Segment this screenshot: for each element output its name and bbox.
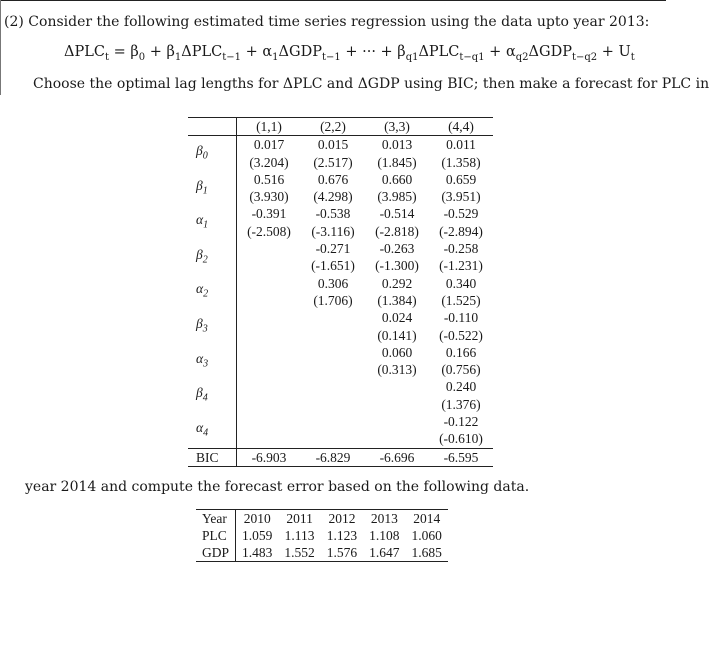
coefficient-cell bbox=[237, 378, 302, 395]
parameter-index: 1 bbox=[203, 219, 209, 231]
data-cell: 1.685 bbox=[406, 544, 448, 562]
coefficient-cell bbox=[301, 413, 365, 430]
coefficient-cell bbox=[237, 344, 302, 361]
t-statistic-cell: (1.384) bbox=[377, 292, 417, 308]
coefficient-cell: 0.292 bbox=[381, 275, 413, 291]
t-statistic-cell bbox=[301, 361, 365, 378]
coefficient-cell bbox=[237, 275, 302, 292]
coefficient-cell: 0.660 bbox=[381, 171, 413, 187]
top-rule bbox=[0, 0, 666, 1]
parameter-index: 3 bbox=[203, 358, 209, 370]
t-statistic-cell bbox=[237, 257, 302, 274]
year-cell: 2010 bbox=[236, 510, 279, 528]
coefficient-cell: -0.122 bbox=[443, 414, 479, 430]
parameter-label bbox=[188, 413, 237, 448]
bic-value: -6.696 bbox=[365, 448, 429, 466]
question-text: Consider the following estimated time series regression using the data upto year 2013: bbox=[28, 14, 650, 30]
row-label: PLC bbox=[196, 527, 236, 544]
data-cell: 1.059 bbox=[242, 528, 273, 543]
parameter-index: 4 bbox=[202, 392, 208, 404]
t-statistic-cell bbox=[301, 396, 365, 413]
t-statistic-cell bbox=[365, 396, 429, 413]
parameter-index: 0 bbox=[202, 150, 208, 162]
parameter-label bbox=[188, 205, 237, 240]
table-header-row bbox=[188, 118, 493, 136]
data-row bbox=[196, 544, 448, 562]
coefficient-cell bbox=[301, 309, 365, 326]
parameter-symbol: β bbox=[196, 143, 203, 159]
coefficient-cell: 0.676 bbox=[317, 171, 349, 187]
coefficient-row bbox=[188, 275, 493, 292]
t-statistic-cell bbox=[301, 327, 365, 344]
coefficient-cell bbox=[365, 413, 429, 430]
parameter-label bbox=[188, 309, 237, 344]
t-statistic-cell bbox=[237, 361, 302, 378]
header-corner-cell bbox=[188, 118, 237, 136]
coefficient-row bbox=[188, 309, 493, 326]
t-statistic-cell: (-2.894) bbox=[439, 223, 483, 239]
coefficient-cell bbox=[365, 378, 429, 395]
coefficient-cell: -0.514 bbox=[379, 206, 415, 222]
t-statistic-cell: (2.517) bbox=[313, 154, 353, 170]
coefficient-cell: 0.024 bbox=[381, 310, 413, 326]
year-cell: 2011 bbox=[278, 510, 320, 528]
coefficient-cell bbox=[301, 378, 365, 395]
t-statistic-cell: (3.204) bbox=[249, 154, 289, 170]
coefficient-row bbox=[188, 378, 493, 395]
parameter-index: 2 bbox=[202, 254, 208, 266]
data-table bbox=[196, 509, 448, 562]
question-heading bbox=[4, 14, 649, 30]
t-statistic-cell: (-0.522) bbox=[439, 327, 483, 343]
parameter-index: 2 bbox=[203, 289, 209, 301]
data-cell: 1.647 bbox=[363, 544, 405, 562]
coefficient-cell: 0.516 bbox=[253, 171, 285, 187]
t-statistic-cell: (-3.116) bbox=[311, 223, 355, 239]
coefficient-cell: 0.060 bbox=[381, 344, 413, 360]
coefficient-row bbox=[188, 136, 493, 154]
t-statistic-cell bbox=[237, 430, 302, 448]
coefficient-row bbox=[188, 240, 493, 257]
data-cell: 1.483 bbox=[236, 544, 279, 562]
t-statistic-cell bbox=[237, 396, 302, 413]
parameter-symbol: α bbox=[196, 350, 204, 366]
t-statistic-cell: (0.141) bbox=[377, 327, 417, 343]
coefficient-cell: 0.306 bbox=[317, 275, 349, 291]
instruction-text: Choose the optimal lag lengths for ΔPLC and ΔGDP using BIC; then make a forecast for PLC in bbox=[33, 76, 710, 92]
t-statistic-cell: (-2.508) bbox=[247, 223, 291, 239]
parameter-label bbox=[188, 378, 237, 413]
column-header: (2,2) bbox=[301, 118, 365, 136]
year-row bbox=[196, 510, 448, 528]
parameter-symbol: α bbox=[196, 212, 204, 228]
coefficient-cell: -0.529 bbox=[443, 206, 479, 222]
data-cell: 1.552 bbox=[278, 544, 320, 562]
t-statistic-cell: (0.756) bbox=[441, 362, 481, 378]
t-statistic-cell bbox=[301, 430, 365, 448]
coefficient-row bbox=[188, 344, 493, 361]
data-cell: 1.108 bbox=[369, 528, 400, 543]
year-header-label: Year bbox=[196, 510, 236, 528]
data-cell: 1.123 bbox=[326, 528, 358, 543]
year-cell: 2012 bbox=[321, 510, 363, 528]
column-header: (3,3) bbox=[365, 118, 429, 136]
parameter-label bbox=[188, 136, 237, 171]
coefficient-cell bbox=[237, 309, 302, 326]
data-cell: 1.576 bbox=[321, 544, 363, 562]
question-number: (2) bbox=[4, 14, 24, 30]
parameter-label bbox=[188, 344, 237, 379]
regression-results-table bbox=[188, 117, 493, 467]
coefficient-cell: 0.013 bbox=[381, 137, 413, 153]
coefficient-cell: 0.340 bbox=[445, 275, 477, 291]
t-statistic-cell: (3.951) bbox=[441, 189, 481, 205]
data-cell: 1.113 bbox=[284, 528, 315, 543]
coefficient-cell: 0.166 bbox=[445, 344, 477, 360]
coefficient-cell: -0.263 bbox=[379, 241, 415, 257]
parameter-symbol: β bbox=[196, 316, 203, 332]
t-statistic-cell bbox=[365, 430, 429, 448]
coefficient-cell: -0.258 bbox=[443, 241, 479, 257]
coefficient-cell bbox=[237, 413, 302, 430]
coefficient-cell: 0.659 bbox=[445, 171, 477, 187]
coefficient-cell: -0.391 bbox=[251, 206, 287, 222]
coefficient-cell: -0.271 bbox=[315, 241, 351, 257]
coefficient-row bbox=[188, 171, 493, 188]
coefficient-row bbox=[188, 205, 493, 222]
year-cell: 2014 bbox=[406, 510, 448, 528]
t-statistic-cell: (1.706) bbox=[313, 292, 353, 308]
t-statistic-cell: (3.985) bbox=[377, 189, 417, 205]
t-statistic-cell: (-1.300) bbox=[375, 258, 419, 274]
regression-equation: $\Delta PLC_t = \beta_0 + \beta_1\Delta PLC_{t-1} + \alpha_1\Delta GDP_{t-1}$ + ··· + $\beta_{q1}\Delta PLC_{t-q1} + \alpha_{q2}\Delta GDP_{t-q2} + U_t$ bbox=[64, 44, 635, 63]
parameter-label bbox=[188, 171, 237, 206]
t-statistic-cell: (1.525) bbox=[441, 292, 481, 308]
bic-value: -6.903 bbox=[237, 448, 302, 466]
parameter-index: 4 bbox=[203, 427, 209, 439]
coefficient-cell: 0.015 bbox=[317, 137, 349, 153]
column-header: (4,4) bbox=[429, 118, 493, 136]
parameter-symbol: β bbox=[196, 246, 203, 262]
parameter-symbol: β bbox=[196, 385, 203, 401]
t-statistic-cell bbox=[237, 292, 302, 309]
t-statistic-cell: (-0.610) bbox=[439, 431, 483, 447]
data-row bbox=[196, 527, 448, 544]
coefficient-cell: -0.110 bbox=[443, 310, 479, 326]
continuation-text: year 2014 and compute the forecast error based on the following data. bbox=[25, 479, 530, 495]
bic-label: BIC bbox=[188, 448, 237, 466]
data-cell: 1.060 bbox=[411, 528, 442, 543]
t-statistic-cell: (-2.818) bbox=[375, 223, 419, 239]
row-label: GDP bbox=[196, 544, 236, 562]
t-statistic-cell: (4.298) bbox=[313, 189, 353, 205]
t-statistic-cell: (1.845) bbox=[377, 154, 417, 170]
t-statistic-cell: (3.930) bbox=[249, 189, 289, 205]
coefficient-cell: 0.017 bbox=[253, 137, 285, 153]
coefficient-cell bbox=[301, 344, 365, 361]
bic-value: -6.829 bbox=[301, 448, 365, 466]
coefficient-cell: -0.538 bbox=[315, 206, 351, 222]
coefficient-cell: 0.240 bbox=[445, 379, 477, 395]
bic-value: -6.595 bbox=[429, 448, 493, 466]
left-margin-rule bbox=[0, 0, 1, 95]
coefficient-cell bbox=[237, 240, 302, 257]
coefficient-cell: 0.011 bbox=[446, 137, 476, 153]
t-statistic-cell: (-1.231) bbox=[439, 258, 483, 274]
t-statistic-cell: (1.376) bbox=[441, 396, 481, 412]
coefficient-row bbox=[188, 413, 493, 430]
parameter-symbol: α bbox=[196, 281, 204, 297]
parameter-index: 3 bbox=[202, 323, 208, 335]
parameter-symbol: β bbox=[196, 177, 203, 193]
year-cell: 2013 bbox=[363, 510, 405, 528]
parameter-label bbox=[188, 240, 237, 275]
t-statistic-cell: (1.358) bbox=[441, 154, 481, 170]
parameter-index: 1 bbox=[202, 185, 208, 197]
column-header: (1,1) bbox=[237, 118, 302, 136]
t-statistic-cell: (0.313) bbox=[377, 362, 417, 378]
t-statistic-cell: (-1.651) bbox=[311, 258, 355, 274]
parameter-label bbox=[188, 275, 237, 310]
t-statistic-cell bbox=[237, 327, 302, 344]
parameter-symbol: α bbox=[196, 419, 204, 435]
bic-row bbox=[188, 448, 493, 466]
